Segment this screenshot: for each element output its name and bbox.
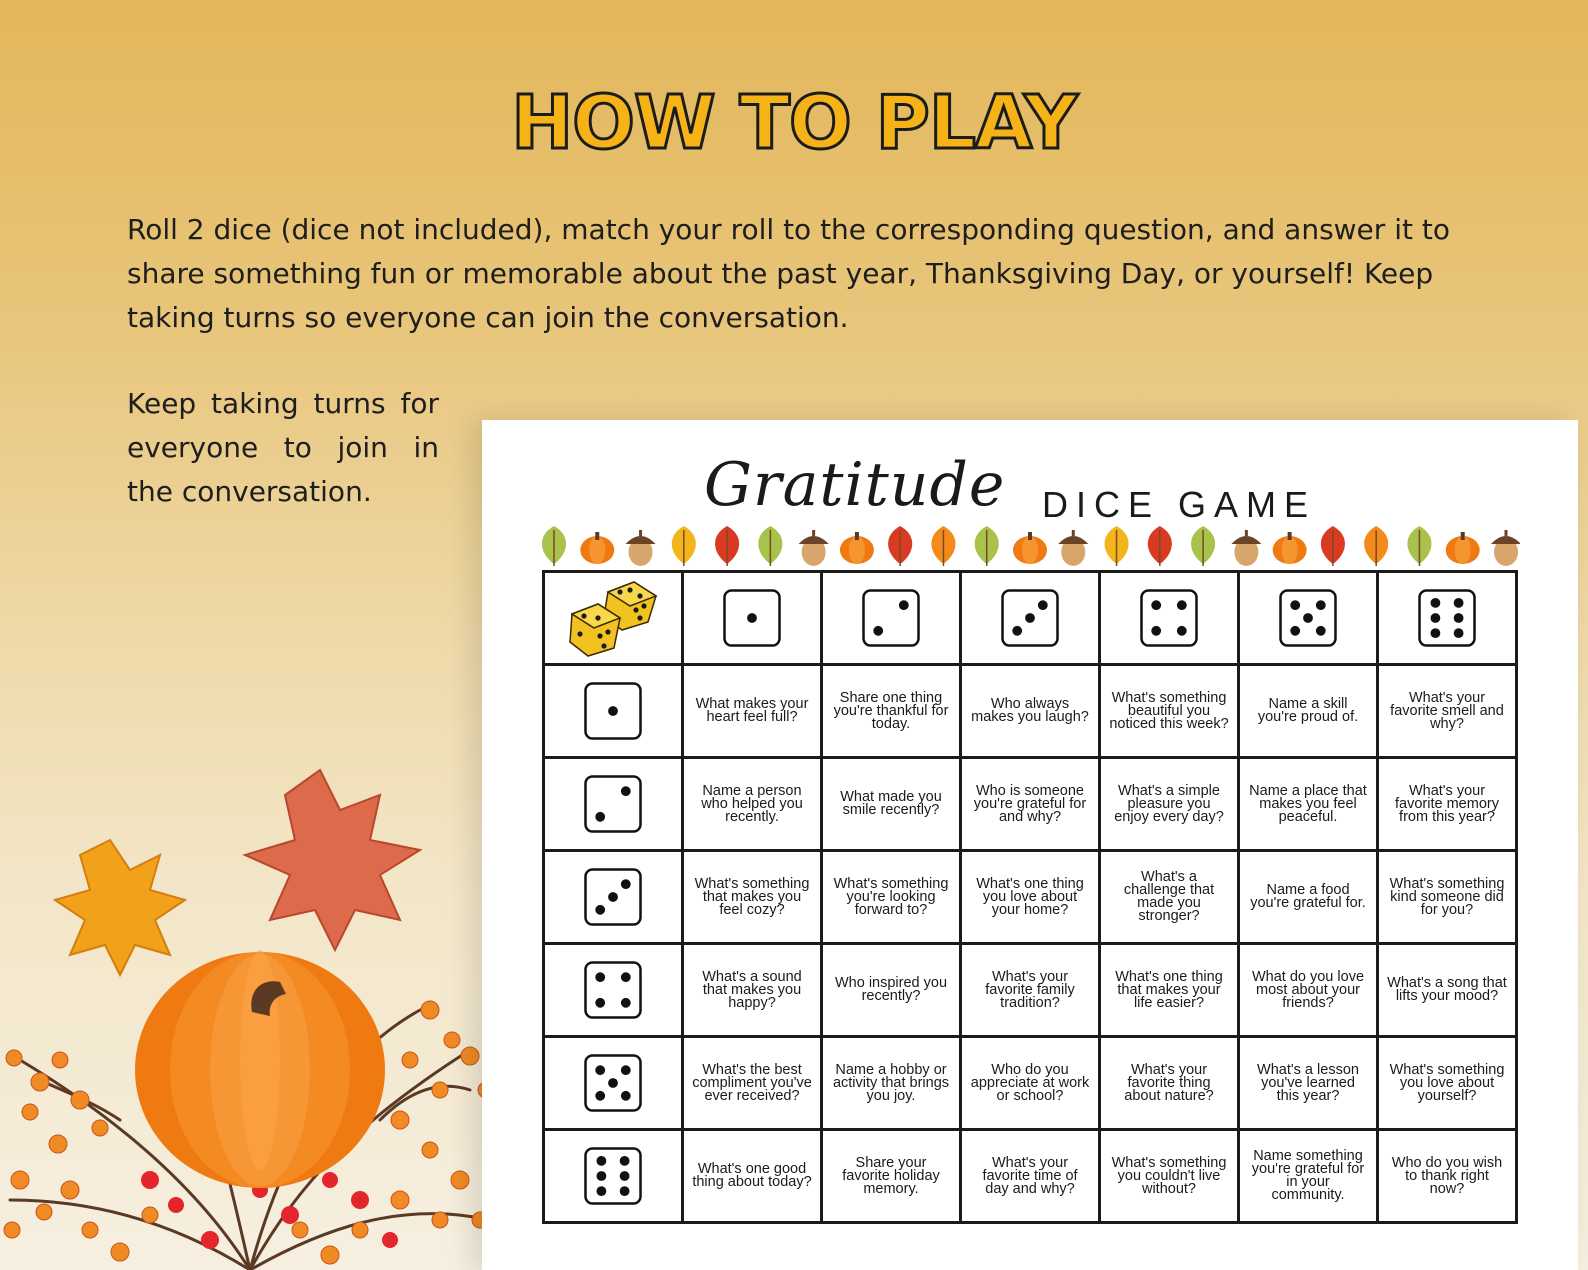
die-2-icon	[584, 775, 642, 833]
leaf-icon	[758, 526, 782, 566]
question-cell: Name a skill you're proud of.	[1239, 665, 1378, 758]
die-4-icon	[584, 961, 642, 1019]
question-cell: Share one thing you're thankful for today.	[822, 665, 961, 758]
question-cell: What's your favorite family tradition?	[961, 944, 1100, 1037]
question-cell: Who inspired you recently?	[822, 944, 961, 1037]
acorn-icon	[1491, 530, 1520, 566]
row-die-cell	[544, 758, 683, 851]
leaf-icon	[715, 526, 739, 566]
leaf-icon	[542, 526, 566, 566]
question-cell: Name a place that makes you feel peaceful.	[1239, 758, 1378, 851]
column-die-cell	[683, 572, 822, 665]
acorn-icon	[626, 530, 656, 566]
leaf-icon	[1364, 526, 1388, 566]
question-cell: What's your favorite thing about nature?	[1100, 1037, 1239, 1130]
die-5-icon	[1279, 589, 1337, 647]
question-cell: What makes your heart feel full?	[683, 665, 822, 758]
question-cell: What's something you couldn't live without?	[1100, 1130, 1239, 1223]
table-row	[544, 665, 1517, 758]
row-die-cell	[544, 665, 683, 758]
yellow-dice-icon	[568, 578, 658, 658]
column-die-cell	[961, 572, 1100, 665]
die-5-icon	[584, 1054, 642, 1112]
pumpkin-icon	[840, 532, 874, 564]
table-row	[544, 1037, 1517, 1130]
column-die-cell	[1239, 572, 1378, 665]
question-cell: What's a lesson you've learned this year?	[1239, 1037, 1378, 1130]
question-cell: Who do you appreciate at work or school?	[961, 1037, 1100, 1130]
question-cell: What do you love most about your friends?	[1239, 944, 1378, 1037]
header-row	[544, 572, 1517, 665]
corner-cell	[544, 572, 683, 665]
acorn-icon	[1058, 530, 1088, 566]
question-cell: Name something you're grateful for in your community.	[1239, 1130, 1378, 1223]
leaf-icon	[1407, 526, 1431, 566]
question-cell: What's the best compliment you've ever received?	[683, 1037, 822, 1130]
question-cell: What's something kind someone did for you?	[1378, 851, 1517, 944]
side-paragraph: Keep taking turns for everyone to join in the conversation.	[127, 387, 439, 508]
column-die-cell	[1378, 572, 1517, 665]
question-cell: What's something beautiful you noticed this week?	[1100, 665, 1239, 758]
table-row	[544, 758, 1517, 851]
row-die-cell	[544, 1037, 683, 1130]
leaf-icon	[888, 526, 912, 566]
question-cell: What's your favorite smell and why?	[1378, 665, 1517, 758]
pumpkin-icon	[1013, 532, 1047, 564]
table-row	[544, 851, 1517, 944]
row-die-cell	[544, 1130, 683, 1223]
page-title: HOW TO PLAY	[511, 80, 1077, 166]
card-title-script: Gratitude	[704, 450, 1006, 520]
question-cell: What's something you're looking forward to?	[822, 851, 961, 944]
die-3-icon	[1001, 589, 1059, 647]
pumpkin-icon	[1446, 532, 1480, 564]
question-cell: Name a hobby or activity that brings you joy.	[822, 1037, 961, 1130]
question-cell: What's one good thing about today?	[683, 1130, 822, 1223]
question-cell: What's a challenge that made you stronger?	[1100, 851, 1239, 944]
question-cell: What's your favorite time of day and why?	[961, 1130, 1100, 1223]
dice-game-card	[482, 420, 1578, 1270]
die-2-icon	[862, 589, 920, 647]
leaf-icon	[931, 526, 955, 566]
intro-paragraph: Roll 2 dice (dice not included), match your roll to the corresponding question, and answer it to share something fun or memorable about the past year, Thanksgiving Day, or yourself! Keep taking turns so everyone can join the conversation.	[127, 213, 1450, 334]
question-cell: What's one thing that makes your life easier?	[1100, 944, 1239, 1037]
row-die-cell	[544, 851, 683, 944]
table-row	[544, 1130, 1517, 1223]
question-cell: Share your favorite holiday memory.	[822, 1130, 961, 1223]
die-3-icon	[584, 868, 642, 926]
die-6-icon	[584, 1147, 642, 1205]
pumpkin-icon	[1273, 532, 1307, 564]
autumn-pumpkin-illustration	[0, 760, 500, 1270]
question-cell: What's a simple pleasure you enjoy every day?	[1100, 758, 1239, 851]
leaf-icon	[975, 526, 999, 566]
leaf-icon	[1104, 526, 1128, 566]
dice-question-grid	[542, 570, 1518, 1224]
table-row	[544, 944, 1517, 1037]
leaf-icon	[1321, 526, 1345, 566]
question-cell: What's one thing you love about your home?	[961, 851, 1100, 944]
question-cell: What's something that makes you feel cozy?	[683, 851, 822, 944]
question-cell: What's a sound that makes you happy?	[683, 944, 822, 1037]
question-cell: What's something you love about yourself?	[1378, 1037, 1517, 1130]
question-cell: Who do you wish to thank right now?	[1378, 1130, 1517, 1223]
die-1-icon	[723, 589, 781, 647]
leaf-icon	[1191, 526, 1215, 566]
column-die-cell	[1100, 572, 1239, 665]
autumn-garland-icon	[540, 522, 1520, 568]
die-6-icon	[1418, 589, 1476, 647]
column-die-cell	[822, 572, 961, 665]
acorn-icon	[799, 530, 829, 566]
leaf-icon	[1148, 526, 1172, 566]
pumpkin-icon	[580, 532, 614, 564]
card-title-caps: DICE GAME	[1042, 484, 1317, 525]
acorn-icon	[1231, 530, 1261, 566]
row-die-cell	[544, 944, 683, 1037]
question-cell: What's a song that lifts your mood?	[1378, 944, 1517, 1037]
question-cell: What made you smile recently?	[822, 758, 961, 851]
question-cell: Who always makes you laugh?	[961, 665, 1100, 758]
question-cell: Name a food you're grateful for.	[1239, 851, 1378, 944]
die-1-icon	[584, 682, 642, 740]
question-cell: Name a person who helped you recently.	[683, 758, 822, 851]
question-cell: Who is someone you're grateful for and why?	[961, 758, 1100, 851]
leaf-icon	[672, 526, 696, 566]
die-4-icon	[1140, 589, 1198, 647]
question-cell: What's your favorite memory from this year?	[1378, 758, 1517, 851]
